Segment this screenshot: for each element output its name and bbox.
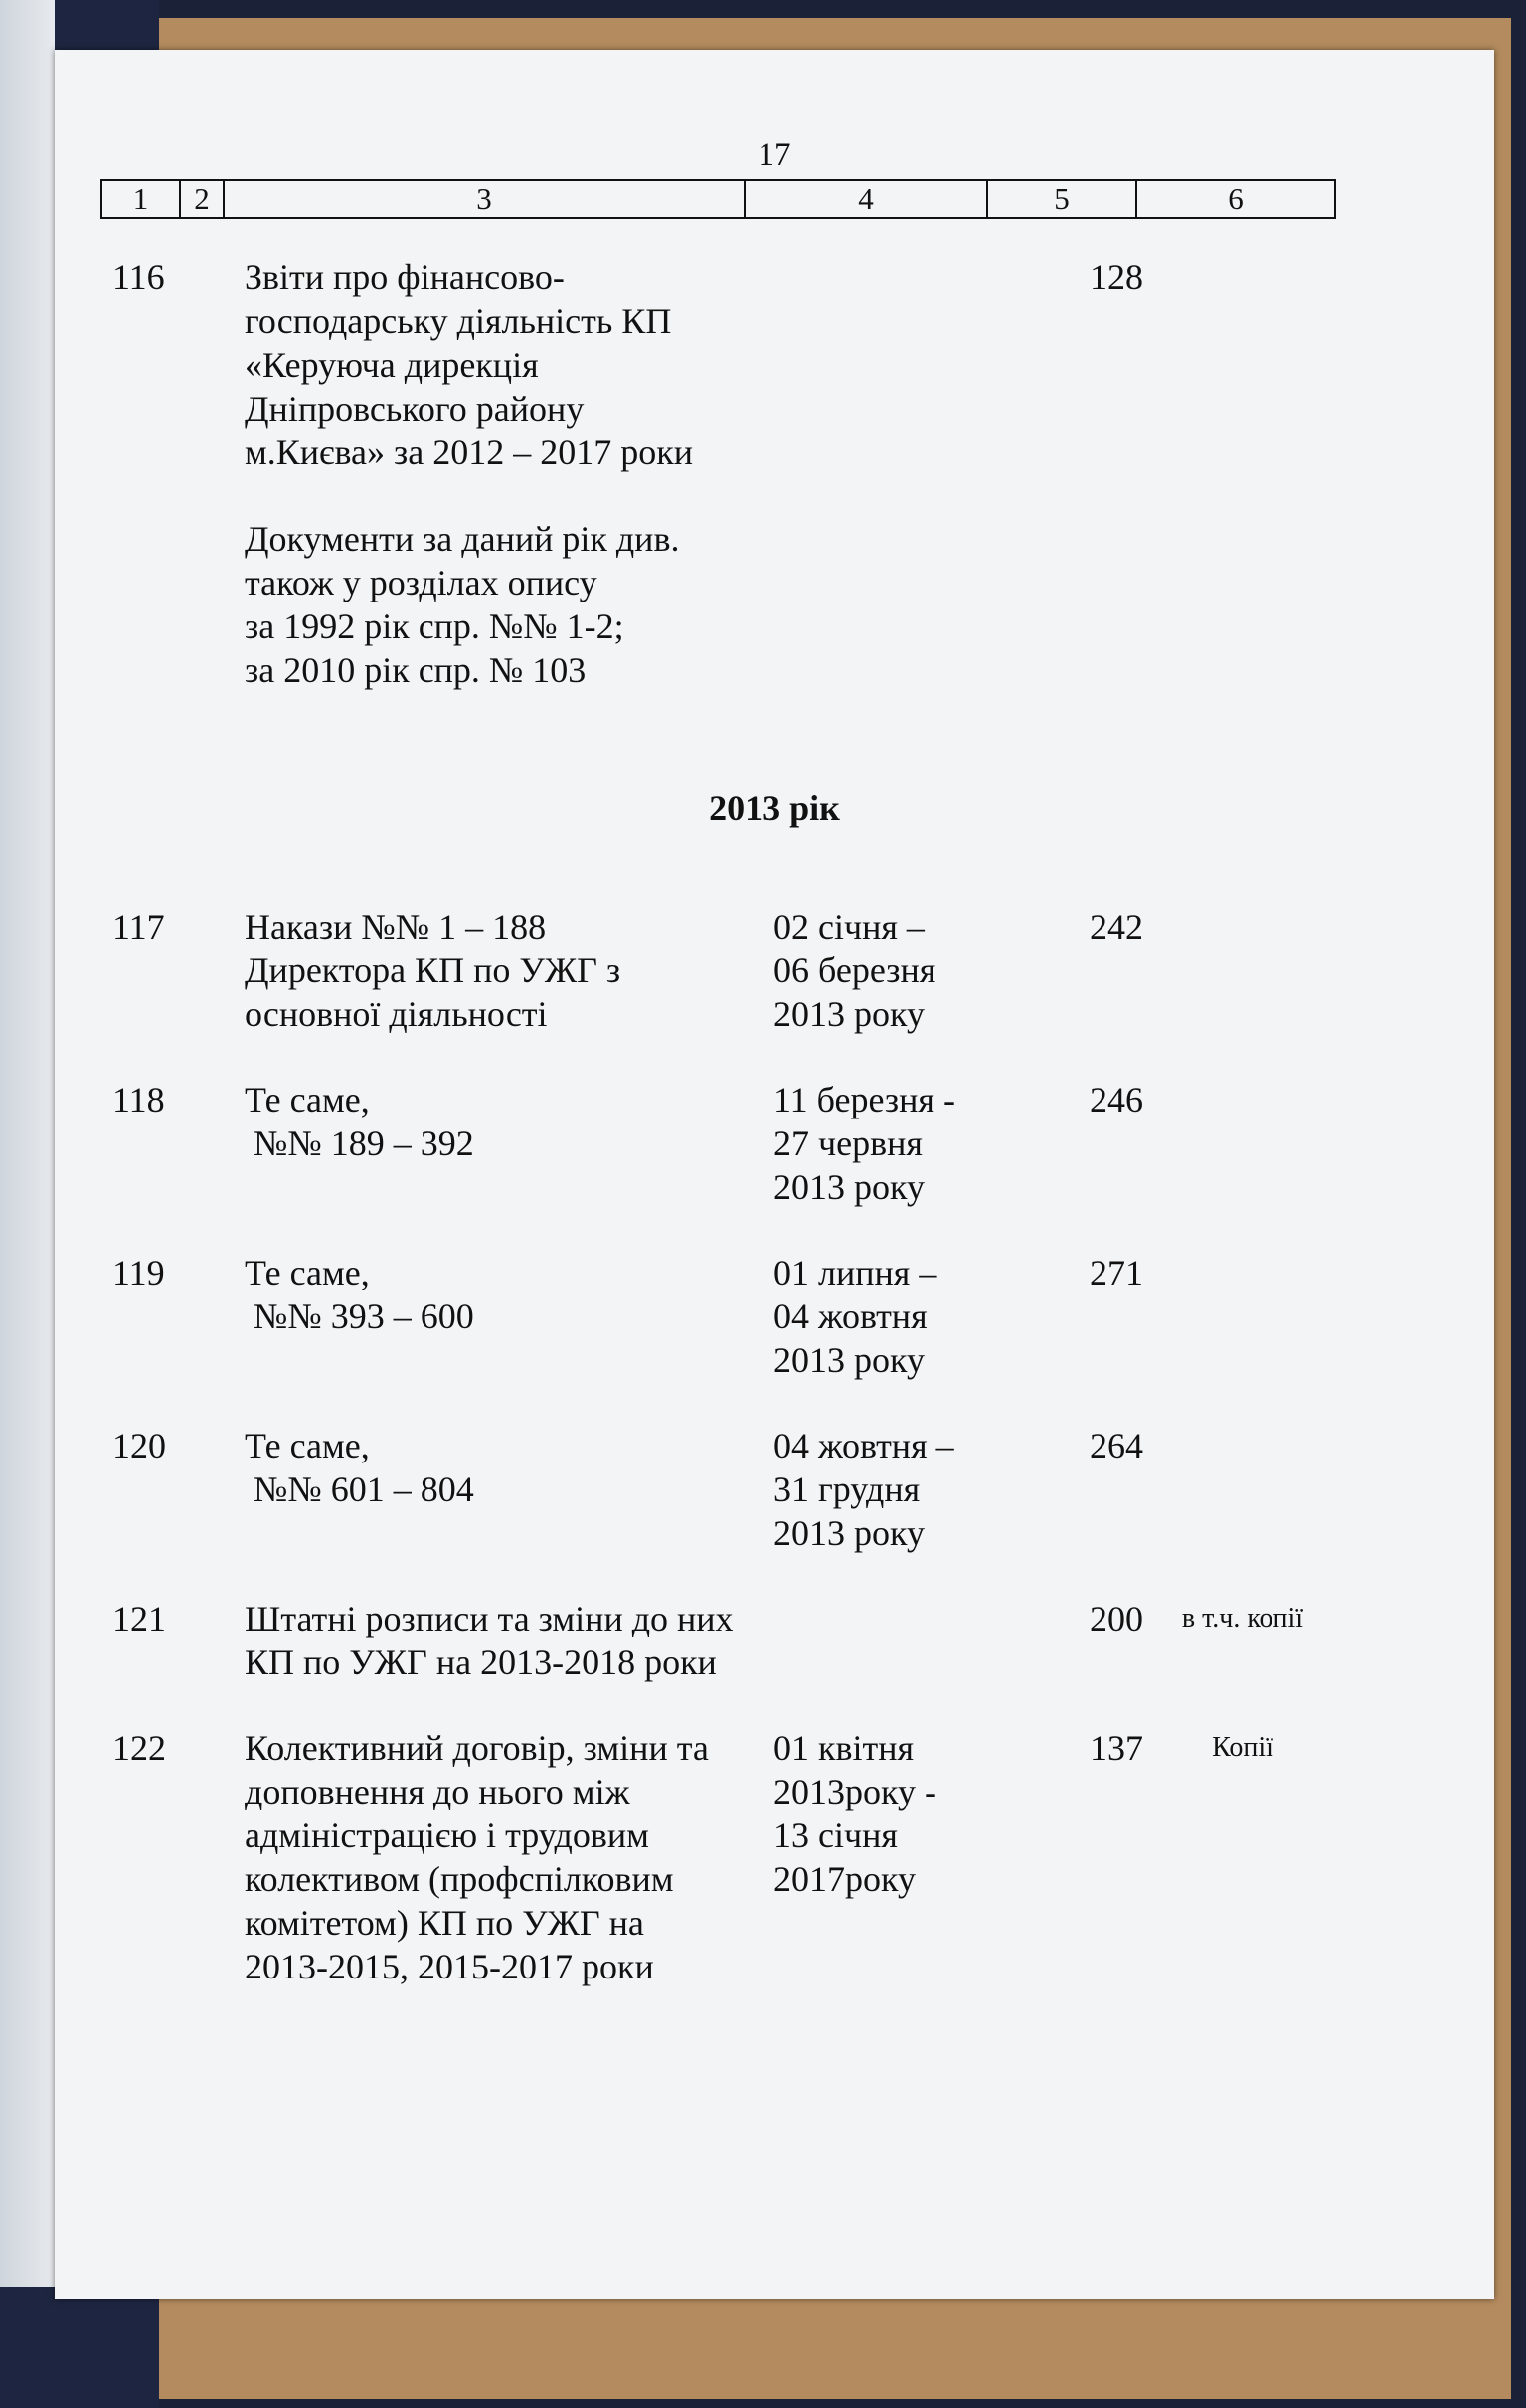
column-header-1: 1 — [101, 180, 180, 218]
entry-dates: 11 березня - 27 червня 2013 року — [773, 1080, 955, 1207]
previous-page-edge — [0, 0, 55, 2287]
entry-pages: 246 — [1090, 1080, 1143, 1119]
entry-number: 120 — [112, 1426, 166, 1465]
entry-pages: 128 — [1090, 258, 1143, 297]
entry-number: 121 — [112, 1599, 166, 1638]
column-header-5: 5 — [987, 180, 1136, 218]
column-header-4: 4 — [745, 180, 987, 218]
entry-dates: 01 липня – 04 жовтня 2013 року — [773, 1253, 937, 1380]
column-header-6: 6 — [1136, 180, 1335, 218]
entry-title: Накази №№ 1 – 188 Директора КП по УЖГ з основної діяльності — [245, 907, 621, 1034]
entry-pages: 271 — [1090, 1253, 1143, 1292]
column-header-3: 3 — [224, 180, 745, 218]
entry-dates: 04 жовтня – 31 грудня 2013 року — [773, 1426, 954, 1553]
entry-number: 119 — [112, 1253, 165, 1292]
entry-title: Колективний договір, зміни та доповнення до нього між адміністрацією і трудовим колективом (профспілковим комітетом) КП по УЖГ на 2013-2015, 2015-2017 роки — [245, 1728, 709, 1986]
entry-title: Те саме, №№ 393 – 600 — [245, 1253, 474, 1336]
page-number: 17 — [758, 137, 791, 173]
entry-title: Те саме, №№ 601 – 804 — [245, 1426, 474, 1509]
entry-number: 117 — [112, 907, 165, 946]
entry-number: 118 — [112, 1080, 165, 1119]
entry-title: Звіти про фінансово- господарську діяльність КП «Керуюча дирекція Дніпровського району м.Києва» за 2012 – 2017 роки — [245, 258, 693, 472]
entry-116-note: Документи за даний рік див. також у розділах опису за 1992 рік спр. №№ 1-2; за 2010 рік спр. № 103 — [245, 519, 680, 690]
entry-number: 116 — [112, 258, 165, 297]
entry-pages: 242 — [1090, 907, 1143, 946]
entry-dates: 01 квітня 2013року - 13 січня 2017року — [773, 1728, 936, 1899]
column-header-row — [100, 179, 1336, 219]
entry-title: Те саме, №№ 189 – 392 — [245, 1080, 474, 1163]
entry-pages: 137 — [1090, 1728, 1143, 1768]
entry-pages: 200 — [1090, 1599, 1143, 1638]
section-title: 2013 рік — [709, 788, 840, 828]
entry-dates: 02 січня – 06 березня 2013 року — [773, 907, 936, 1034]
document-page — [55, 50, 1494, 2299]
entry-pages: 264 — [1090, 1426, 1143, 1465]
column-header-2: 2 — [180, 180, 224, 218]
entry-number: 122 — [112, 1728, 166, 1768]
entry-notes: в т.ч. копії — [1181, 1603, 1304, 1634]
entry-title: Штатні розписи та зміни до них КП по УЖГ на 2013-2018 роки — [245, 1599, 734, 1682]
entry-notes: Копії — [1212, 1732, 1273, 1763]
